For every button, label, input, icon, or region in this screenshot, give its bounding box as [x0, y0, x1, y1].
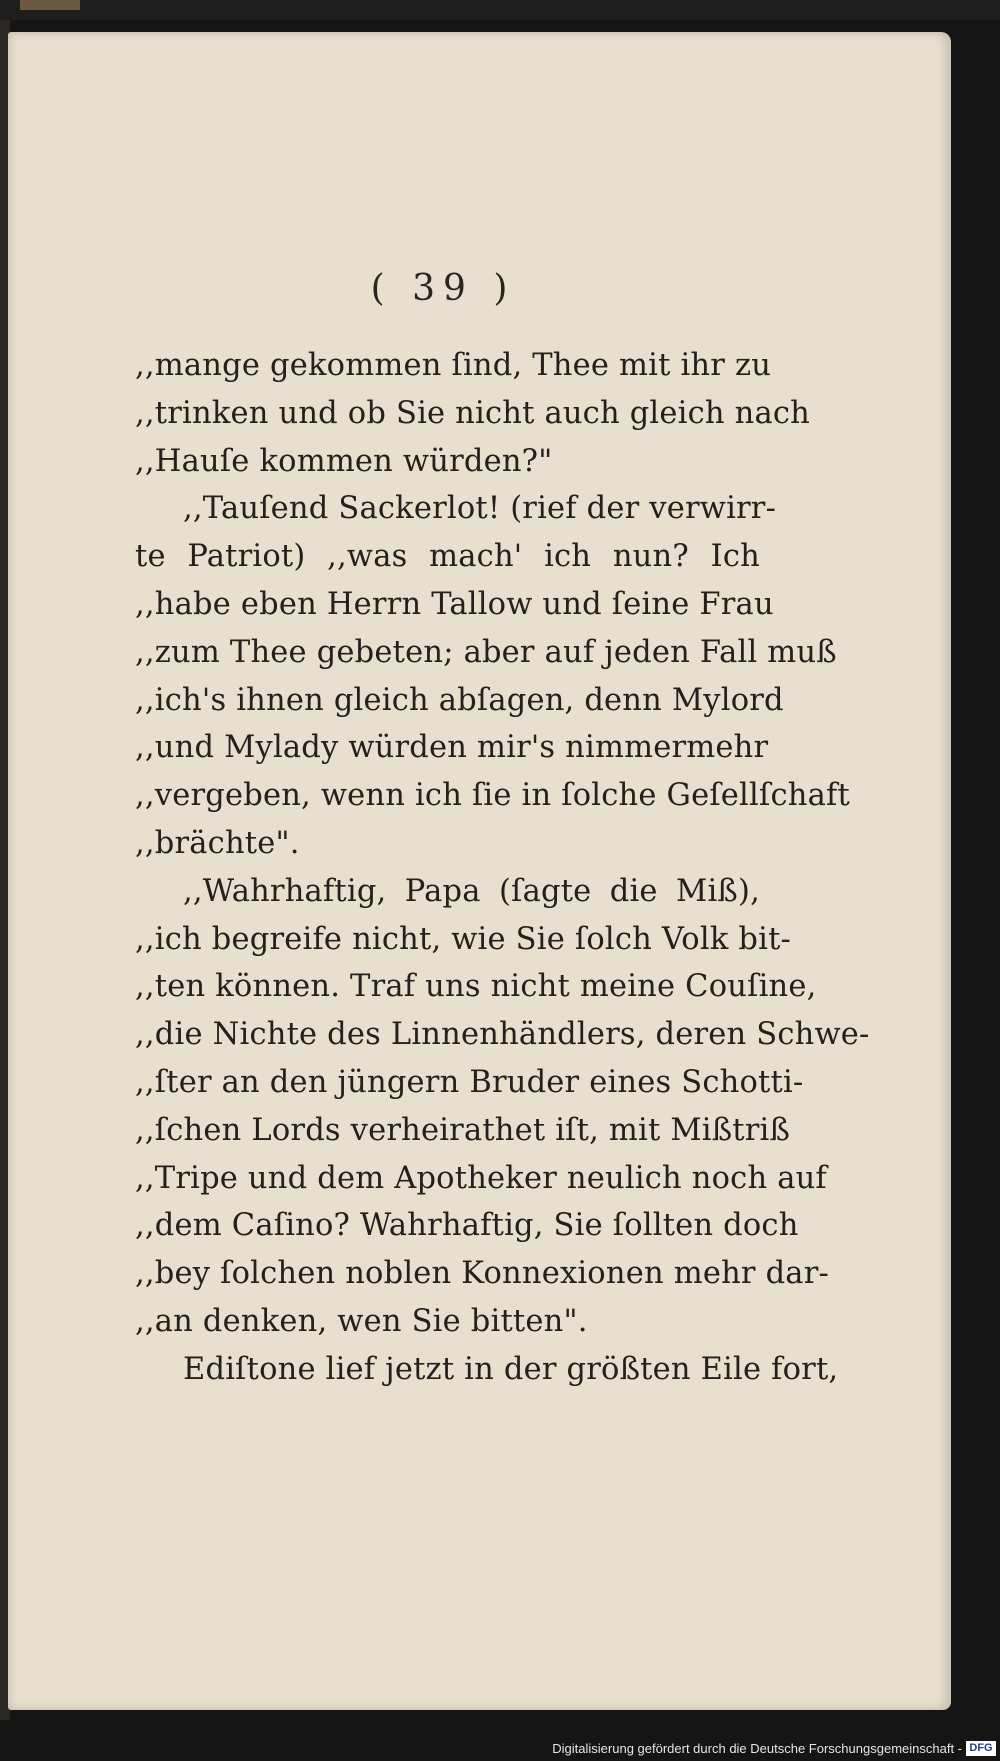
text-line: ,,ich's ihnen gleich abſagen, denn Mylord: [135, 682, 784, 718]
text-line: Ediſtone lief jetzt in der größten Eile fort,: [183, 1351, 839, 1387]
text-line: ,,trinken und ob Sie nicht auch gleich nach: [135, 395, 810, 431]
text-line: ,,mange gekommen ſind, Thee mit ihr zu: [135, 348, 772, 383]
scanner-top-edge: [0, 0, 1000, 20]
text-line: ,,an denken, wen Sie bitten".: [135, 1303, 588, 1339]
text-line: ,,und Mylady würden mir's nimmermehr: [135, 730, 769, 766]
text-line: ,,Hauſe kommen würden?": [135, 443, 553, 479]
text-line: ,,vergeben, wenn ich ſie in ſolche Geſellſchaft: [135, 778, 850, 814]
text-line: ,,zum Thee gebeten; aber auf jeden Fall muß: [135, 634, 837, 670]
text-line: ,,Tauſend Sackerlot! (rief der verwirr-: [183, 491, 777, 527]
text-line: ,,habe eben Herrn Tallow und ſeine Frau: [135, 586, 774, 622]
text-line: ,,ten können. Traf uns nicht meine Couſine,: [135, 969, 817, 1005]
text-line: ,,ich begreife nicht, wie Sie ſolch Volk bit-: [135, 921, 792, 957]
book-page: [8, 32, 951, 1710]
text-line: ,,brächte".: [135, 825, 300, 861]
text-line: ,,dem Caſino? Wahrhaftig, Sie ſollten doch: [135, 1208, 799, 1244]
text-line: ,,ſter an den jüngern Bruder eines Schotti-: [135, 1064, 804, 1100]
text-line: ,,ſchen Lords verheirathet iſt, mit Mißtriß: [135, 1112, 791, 1148]
text-line: ,,Wahrhaftig, Papa (ſagte die Miß),: [183, 873, 760, 909]
page-number: ( 39 ): [370, 268, 516, 309]
dfg-logo: DFG: [966, 1741, 996, 1756]
text-line: te Patriot) ,,was mach' ich nun? Ich: [135, 539, 760, 575]
funding-credit: Digitalisierung gefördert durch die Deutsche Forschungsgemeinschaft -: [552, 1741, 962, 1756]
text-line: ,,Tripe und dem Apotheker neulich noch auf: [135, 1160, 827, 1196]
page-text: [135, 342, 870, 1394]
text-line: ,,bey ſolchen noblen Konnexionen mehr dar-: [135, 1256, 829, 1292]
bookmark-tab: [20, 0, 80, 10]
footer-bar: [0, 1737, 1000, 1761]
text-line: ,,die Nichte des Linnenhändlers, deren Schwe-: [135, 1017, 870, 1053]
